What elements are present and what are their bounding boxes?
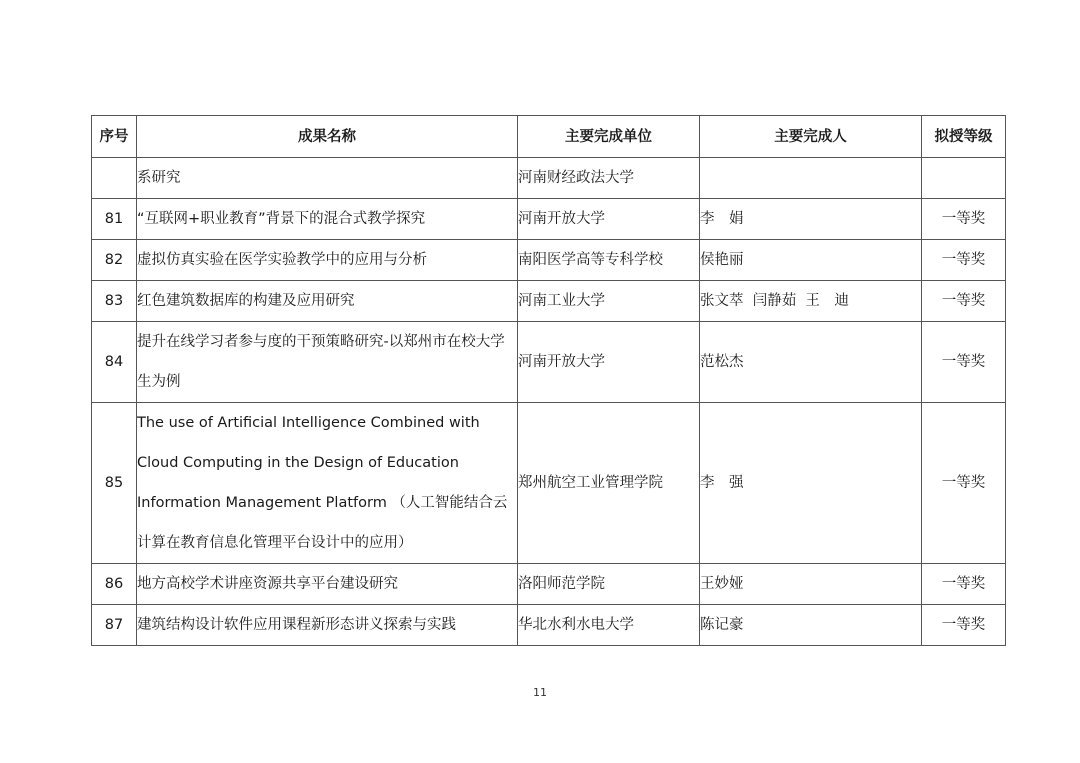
row-person: 李 娟 xyxy=(700,199,922,240)
row-num: 87 xyxy=(92,605,137,646)
row-title: 红色建筑数据库的构建及应用研究 xyxy=(137,281,518,322)
page-number: 11 xyxy=(533,686,547,699)
header-num: 序号 xyxy=(92,116,137,158)
awards-table xyxy=(91,115,1006,646)
row-unit: 河南开放大学 xyxy=(518,322,700,403)
table-row xyxy=(92,322,1006,403)
row-title: 建筑结构设计软件应用课程新形态讲义探索与实践 xyxy=(137,605,518,646)
table-row xyxy=(92,605,1006,646)
table-row xyxy=(92,199,1006,240)
row-person: 张文萃 闫静茹 王 迪 xyxy=(700,281,922,322)
row-person: 陈记豪 xyxy=(700,605,922,646)
row-person: 王妙娅 xyxy=(700,564,922,605)
table-row xyxy=(92,281,1006,322)
row-grade: 一等奖 xyxy=(922,403,1006,564)
row-num: 86 xyxy=(92,564,137,605)
row-unit: 河南工业大学 xyxy=(518,281,700,322)
table-header-row xyxy=(92,116,1006,158)
row-unit: 河南财经政法大学 xyxy=(518,158,700,199)
table-row xyxy=(92,564,1006,605)
row-grade: 一等奖 xyxy=(922,240,1006,281)
row-grade: 一等奖 xyxy=(922,322,1006,403)
row-grade: 一等奖 xyxy=(922,281,1006,322)
row-title: 提升在线学习者参与度的干预策略研究-以郑州市在校大学生为例 xyxy=(137,322,518,403)
row-unit: 郑州航空工业管理学院 xyxy=(518,403,700,564)
row-grade: 一等奖 xyxy=(922,564,1006,605)
row-title: The use of Artificial Intelligence Combined with Cloud Computing in the Design of Education Information Management Platform （人工智能结合云计算在教育信息化管理平台设计中的应用） xyxy=(137,403,518,564)
row-person: 范松杰 xyxy=(700,322,922,403)
table-row xyxy=(92,403,1006,564)
row-title: 虚拟仿真实验在医学实验教学中的应用与分析 xyxy=(137,240,518,281)
row-unit: 河南开放大学 xyxy=(518,199,700,240)
header-person: 主要完成人 xyxy=(700,116,922,158)
row-unit: 洛阳师范学院 xyxy=(518,564,700,605)
row-title: 地方高校学术讲座资源共享平台建设研究 xyxy=(137,564,518,605)
row-unit: 华北水利水电大学 xyxy=(518,605,700,646)
row-num: 82 xyxy=(92,240,137,281)
row-title: 系研究 xyxy=(137,158,518,199)
table-row xyxy=(92,240,1006,281)
row-unit: 南阳医学高等专科学校 xyxy=(518,240,700,281)
row-person: 侯艳丽 xyxy=(700,240,922,281)
row-num: 85 xyxy=(92,403,137,564)
header-grade: 拟授等级 xyxy=(922,116,1006,158)
header-title: 成果名称 xyxy=(137,116,518,158)
row-grade xyxy=(922,158,1006,199)
row-num: 83 xyxy=(92,281,137,322)
row-num: 81 xyxy=(92,199,137,240)
row-person xyxy=(700,158,922,199)
row-grade: 一等奖 xyxy=(922,199,1006,240)
row-grade: 一等奖 xyxy=(922,605,1006,646)
table-row xyxy=(92,158,1006,199)
header-unit: 主要完成单位 xyxy=(518,116,700,158)
row-num: 84 xyxy=(92,322,137,403)
row-title: “互联网+职业教育”背景下的混合式教学探究 xyxy=(137,199,518,240)
row-num xyxy=(92,158,137,199)
row-person: 李 强 xyxy=(700,403,922,564)
